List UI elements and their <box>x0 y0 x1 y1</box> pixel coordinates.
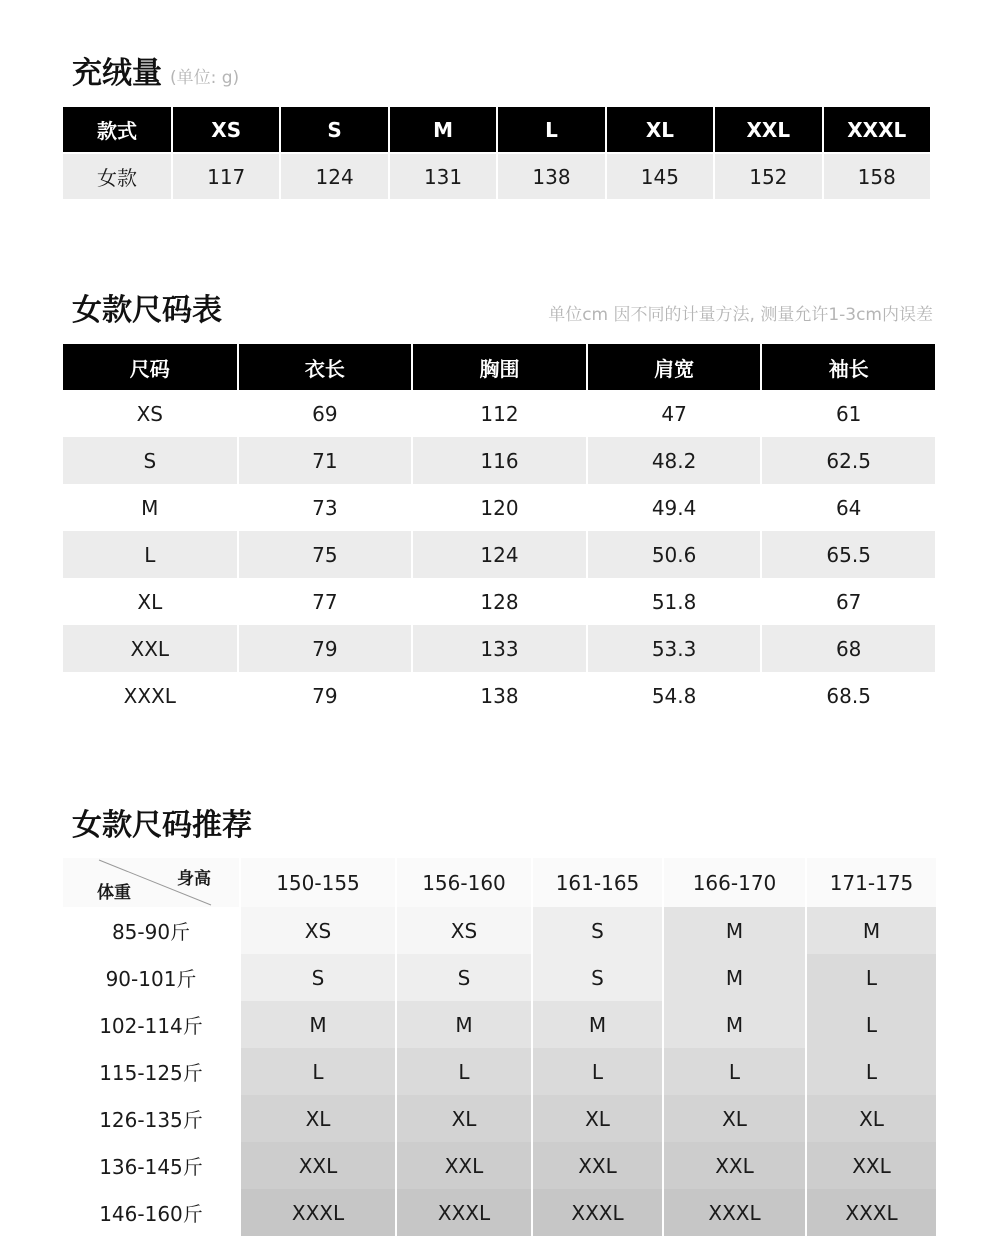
table-cell: S <box>532 907 663 954</box>
table-cell: XXXL <box>240 1189 396 1236</box>
size-recommend-title: 女款尺码推荐 <box>72 808 252 843</box>
table-cell: 79 <box>238 625 413 672</box>
table-cell: M <box>663 954 806 1001</box>
table-cell: M <box>63 484 238 531</box>
table-cell: XS <box>396 907 532 954</box>
table-cell: 133 <box>412 625 587 672</box>
header-cell: XXL <box>714 107 822 153</box>
table-row <box>63 437 936 484</box>
table-cell: S <box>396 954 532 1001</box>
table-row <box>63 153 931 200</box>
table-cell: L <box>806 1001 937 1048</box>
table-cell: M <box>532 1001 663 1048</box>
table-cell: 138 <box>497 153 605 200</box>
header-cell: M <box>389 107 497 153</box>
table-cell: XS <box>240 907 396 954</box>
row-label: 146-160斤 <box>63 1189 240 1236</box>
table-cell: M <box>240 1001 396 1048</box>
table-cell: XL <box>63 578 238 625</box>
table-cell: S <box>532 954 663 1001</box>
table-row <box>63 1189 937 1236</box>
table-cell: XXL <box>806 1142 937 1189</box>
table-cell: 124 <box>280 153 388 200</box>
table-cell: 69 <box>238 390 413 437</box>
table-cell: M <box>396 1001 532 1048</box>
table-cell: L <box>663 1048 806 1095</box>
header-cell: 袖长 <box>761 344 936 390</box>
table-cell: 64 <box>761 484 936 531</box>
table-cell: 75 <box>238 531 413 578</box>
table-cell: 128 <box>412 578 587 625</box>
header-cell: 166-170 <box>663 858 806 907</box>
table-cell: M <box>806 907 937 954</box>
table-cell: L <box>532 1048 663 1095</box>
table-cell: 50.6 <box>587 531 762 578</box>
table-cell: 116 <box>412 437 587 484</box>
corner-weight-label: 体重 <box>97 883 131 903</box>
table-cell: 51.8 <box>587 578 762 625</box>
row-label: 90-101斤 <box>63 954 240 1001</box>
table-cell: XL <box>240 1095 396 1142</box>
table-cell: 117 <box>172 153 280 200</box>
table-cell: L <box>63 531 238 578</box>
fill-weight-title <box>72 48 239 92</box>
table-cell: 62.5 <box>761 437 936 484</box>
fill-weight-table <box>63 107 932 201</box>
header-cell: XS <box>172 107 280 153</box>
table-row <box>63 954 937 1001</box>
header-cell: 款式 <box>63 107 172 153</box>
corner-height-label: 身高 <box>177 869 211 889</box>
table-cell: L <box>396 1048 532 1095</box>
table-row <box>63 484 936 531</box>
table-cell: 48.2 <box>587 437 762 484</box>
table-cell: XXL <box>63 625 238 672</box>
size-chart-table <box>63 344 937 719</box>
table-row <box>63 390 936 437</box>
table-cell: XXXL <box>396 1189 532 1236</box>
table-cell: XXXL <box>532 1189 663 1236</box>
header-cell: L <box>497 107 605 153</box>
table-cell: XXXL <box>663 1189 806 1236</box>
table-cell: XL <box>396 1095 532 1142</box>
table-cell: 124 <box>412 531 587 578</box>
corner-cell <box>63 858 240 907</box>
table-cell: M <box>663 907 806 954</box>
header-cell: S <box>280 107 388 153</box>
table-cell: S <box>240 954 396 1001</box>
table-cell: XL <box>806 1095 937 1142</box>
table-cell: XXXL <box>806 1189 937 1236</box>
size-chart-note: 单位cm 因不同的计量方法, 测量允许1-3cm内误差 <box>548 305 933 325</box>
row-label: 126-135斤 <box>63 1095 240 1142</box>
fill-weight-unit: (单位: g) <box>170 68 240 88</box>
table-row <box>63 672 936 719</box>
size-recommend-table <box>63 858 938 1236</box>
table-cell: XS <box>63 390 238 437</box>
row-label: 115-125斤 <box>63 1048 240 1095</box>
table-row <box>63 531 936 578</box>
table-cell: XL <box>663 1095 806 1142</box>
table-cell: 65.5 <box>761 531 936 578</box>
row-label: 85-90斤 <box>63 907 240 954</box>
table-cell: 73 <box>238 484 413 531</box>
table-row <box>63 907 937 954</box>
table-cell: 61 <box>761 390 936 437</box>
table-cell: 49.4 <box>587 484 762 531</box>
table-cell: 68.5 <box>761 672 936 719</box>
table-cell: 71 <box>238 437 413 484</box>
table-cell: 145 <box>606 153 714 200</box>
header-cell: 衣长 <box>238 344 413 390</box>
table-cell: XXXL <box>63 672 238 719</box>
diagonal-divider <box>63 858 240 907</box>
table-row <box>63 1001 937 1048</box>
row-label: 102-114斤 <box>63 1001 240 1048</box>
header-cell: 156-160 <box>396 858 532 907</box>
header-cell: 肩宽 <box>587 344 762 390</box>
fill-weight-header-row <box>63 107 931 153</box>
table-cell: 53.3 <box>587 625 762 672</box>
table-cell: 138 <box>412 672 587 719</box>
table-cell: 女款 <box>63 153 172 200</box>
table-cell: 47 <box>587 390 762 437</box>
fill-weight-title-text: 充绒量 <box>72 56 162 91</box>
table-row <box>63 1142 937 1189</box>
table-cell: XXL <box>396 1142 532 1189</box>
header-cell: 胸围 <box>412 344 587 390</box>
table-cell: XXL <box>240 1142 396 1189</box>
table-row <box>63 1095 937 1142</box>
table-cell: L <box>806 1048 937 1095</box>
header-cell: 尺码 <box>63 344 238 390</box>
header-cell: 161-165 <box>532 858 663 907</box>
table-cell: XXL <box>532 1142 663 1189</box>
table-row <box>63 578 936 625</box>
table-cell: 112 <box>412 390 587 437</box>
size-chart-title: 女款尺码表 <box>72 293 222 328</box>
header-cell: 150-155 <box>240 858 396 907</box>
table-cell: M <box>663 1001 806 1048</box>
table-cell: 120 <box>412 484 587 531</box>
table-row <box>63 625 936 672</box>
header-cell: 171-175 <box>806 858 937 907</box>
table-cell: S <box>63 437 238 484</box>
table-cell: 67 <box>761 578 936 625</box>
table-cell: L <box>806 954 937 1001</box>
table-cell: L <box>240 1048 396 1095</box>
recommend-header-row <box>63 858 937 907</box>
table-cell: XXL <box>663 1142 806 1189</box>
table-cell: 152 <box>714 153 822 200</box>
size-chart-header-row <box>63 344 936 390</box>
table-row <box>63 1048 937 1095</box>
table-cell: XL <box>532 1095 663 1142</box>
table-cell: 68 <box>761 625 936 672</box>
table-cell: 77 <box>238 578 413 625</box>
row-label: 136-145斤 <box>63 1142 240 1189</box>
table-cell: 54.8 <box>587 672 762 719</box>
table-cell: 158 <box>823 153 931 200</box>
table-cell: 79 <box>238 672 413 719</box>
header-cell: XXXL <box>823 107 931 153</box>
table-cell: 131 <box>389 153 497 200</box>
header-cell: XL <box>606 107 714 153</box>
